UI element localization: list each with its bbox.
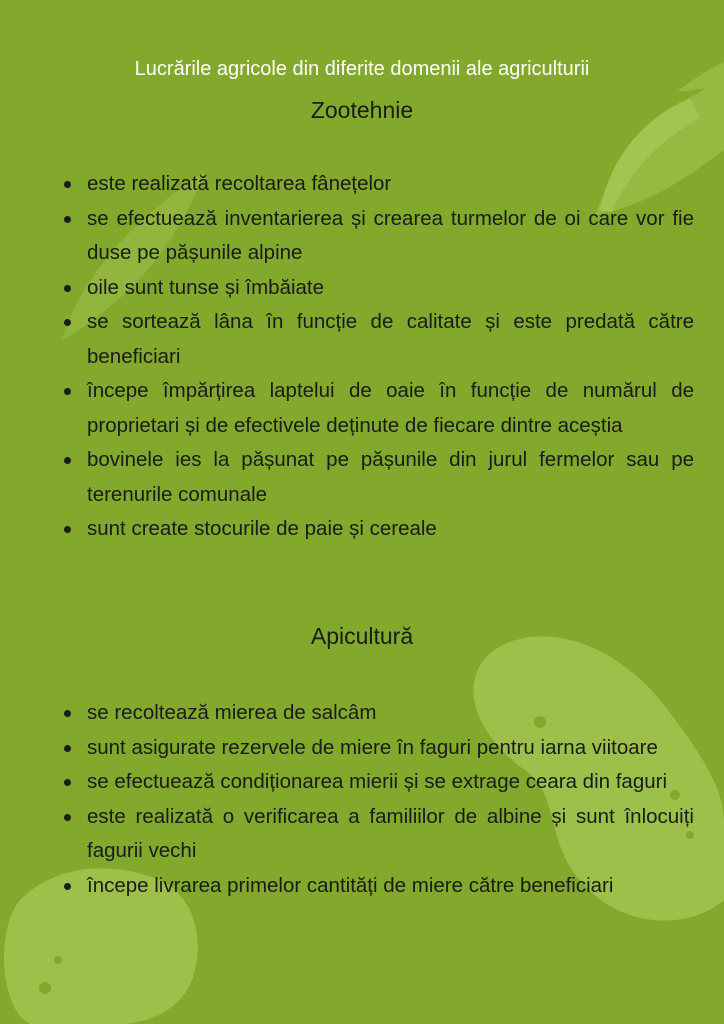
zootehnie-task-list: [64, 167, 694, 547]
list-item: sunt asigurate rezervele de miere în faguri pentru iarna viitoare: [64, 731, 694, 766]
list-item: începe livrarea primelor cantități de miere către beneficiari: [64, 869, 694, 904]
list-item: bovinele ies la pășunat pe pășunile din jurul fermelor sau pe terenurile comunale: [64, 443, 694, 512]
list-item: este realizată o verificarea a familiilor de albine și sunt înlocuiți fagurii vechi: [64, 800, 694, 869]
list-item: este realizată recoltarea fânețelor: [64, 167, 694, 202]
section-heading-zootehnie: Zootehnie: [310, 97, 414, 123]
list-item: sunt create stocurile de paie și cereale: [64, 512, 694, 547]
list-item: se sortează lâna în funcție de calitate și este predată către beneficiari: [64, 305, 694, 374]
list-item: oile sunt tunse și îmbăiate: [64, 271, 694, 306]
list-item: se efectuează condiționarea mierii și se extrage ceara din faguri: [64, 765, 694, 800]
list-item: se efectuează inventarierea și crearea turmelor de oi care vor fie duse pe pășunile alpine: [64, 202, 694, 271]
list-item: se recoltează mierea de salcâm: [64, 696, 694, 731]
section-heading-apicultura: Apicultură: [310, 623, 414, 649]
page-title: Lucrările agricole din diferite domenii ale agriculturii: [134, 58, 590, 80]
list-item: începe împărțirea laptelui de oaie în funcție de numărul de proprietari și de efectivele deținute de fiecare dintre aceștia: [64, 374, 694, 443]
apicultura-task-list: [64, 696, 694, 903]
